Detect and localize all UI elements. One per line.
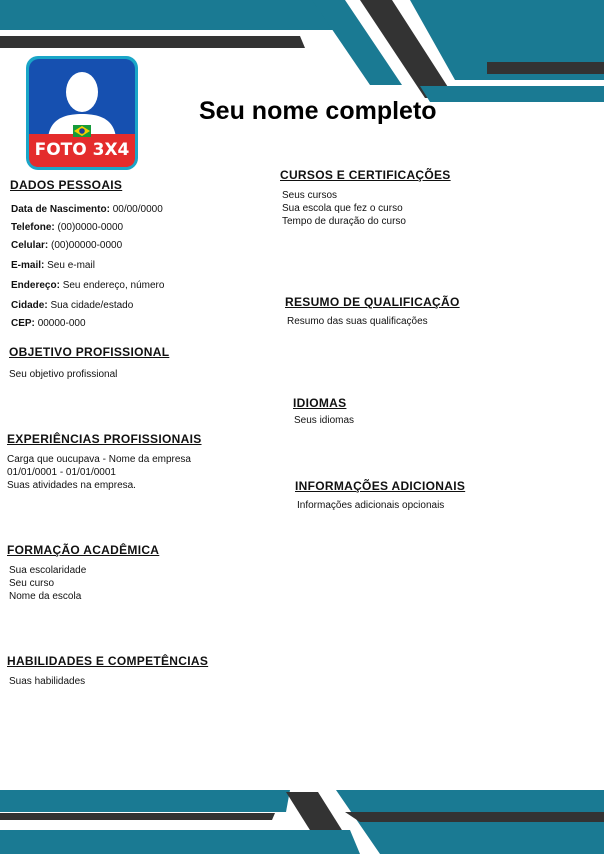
field-value: Seu e-mail (47, 260, 95, 271)
field-label: CEP: (11, 318, 35, 329)
summary-text: Resumo das suas qualificações (287, 316, 428, 327)
brazil-flag-icon (73, 125, 91, 137)
zipcode-row (11, 318, 86, 329)
page-title: Seu nome completo (199, 97, 437, 125)
phone-row (11, 222, 123, 233)
list-item: Seus cursos (282, 190, 338, 201)
languages-text: Seus idiomas (294, 415, 355, 426)
summary-heading: RESUMO DE QUALIFICAÇÃO (285, 295, 460, 309)
experience-list (7, 453, 191, 492)
experience-heading: EXPERIÊNCIAS PROFISSIONAIS (7, 432, 202, 446)
list-item: Sua escolaridade (9, 565, 87, 576)
field-value: (00)0000-0000 (57, 222, 124, 233)
city-row (11, 300, 133, 311)
birthdate-row (11, 204, 163, 215)
field-label: Data de Nascimento: (11, 204, 110, 215)
photo-label: FOTO 3X4 (34, 140, 130, 160)
field-value: Seu endereço, número (62, 280, 165, 291)
objective-heading: OBJETIVO PROFISSIONAL (9, 345, 170, 359)
field-label: Endereço: (11, 280, 60, 291)
objective-text: Seu objetivo profissional (9, 369, 118, 380)
field-value: Sua cidade/estado (50, 300, 134, 311)
additional-info-text: Informações adicionais opcionais (297, 500, 445, 511)
additional-info-heading: INFORMAÇÕES ADICIONAIS (295, 479, 466, 493)
photo-placeholder[interactable] (26, 56, 138, 170)
list-item: Carga que oucupava - Nome da empresa (7, 454, 191, 465)
list-item: 01/01/0001 - 01/01/0001 (7, 467, 116, 478)
personal-data-heading: DADOS PESSOAIS (10, 178, 123, 192)
mobile-row (11, 240, 122, 251)
list-item: Nome da escola (9, 591, 82, 602)
list-item: Suas atividades na empresa. (7, 480, 136, 491)
footer-band (0, 790, 604, 854)
field-label: E-mail: (11, 260, 45, 271)
field-label: Cidade: (11, 300, 48, 311)
field-value: 00/00/0000 (112, 204, 163, 215)
field-value: (00)00000-0000 (51, 240, 123, 251)
email-row (11, 260, 95, 271)
languages-heading: IDIOMAS (293, 396, 347, 410)
list-item: Sua escola que fez o curso (282, 203, 403, 214)
education-heading: FORMAÇÃO ACADÊMICA (7, 543, 160, 557)
list-item: Seu curso (9, 578, 55, 589)
courses-heading: CURSOS E CERTIFICAÇÕES (280, 168, 451, 182)
courses-list (282, 189, 406, 228)
list-item: Tempo de duração do curso (282, 216, 406, 227)
field-value: 00000-000 (37, 318, 86, 329)
field-label: Celular: (11, 240, 49, 251)
education-list (9, 564, 86, 603)
field-label: Telefone: (11, 222, 55, 233)
skills-heading: HABILIDADES E COMPETÊNCIAS (7, 654, 209, 668)
skills-text: Suas habilidades (9, 676, 86, 687)
address-row (11, 280, 164, 291)
